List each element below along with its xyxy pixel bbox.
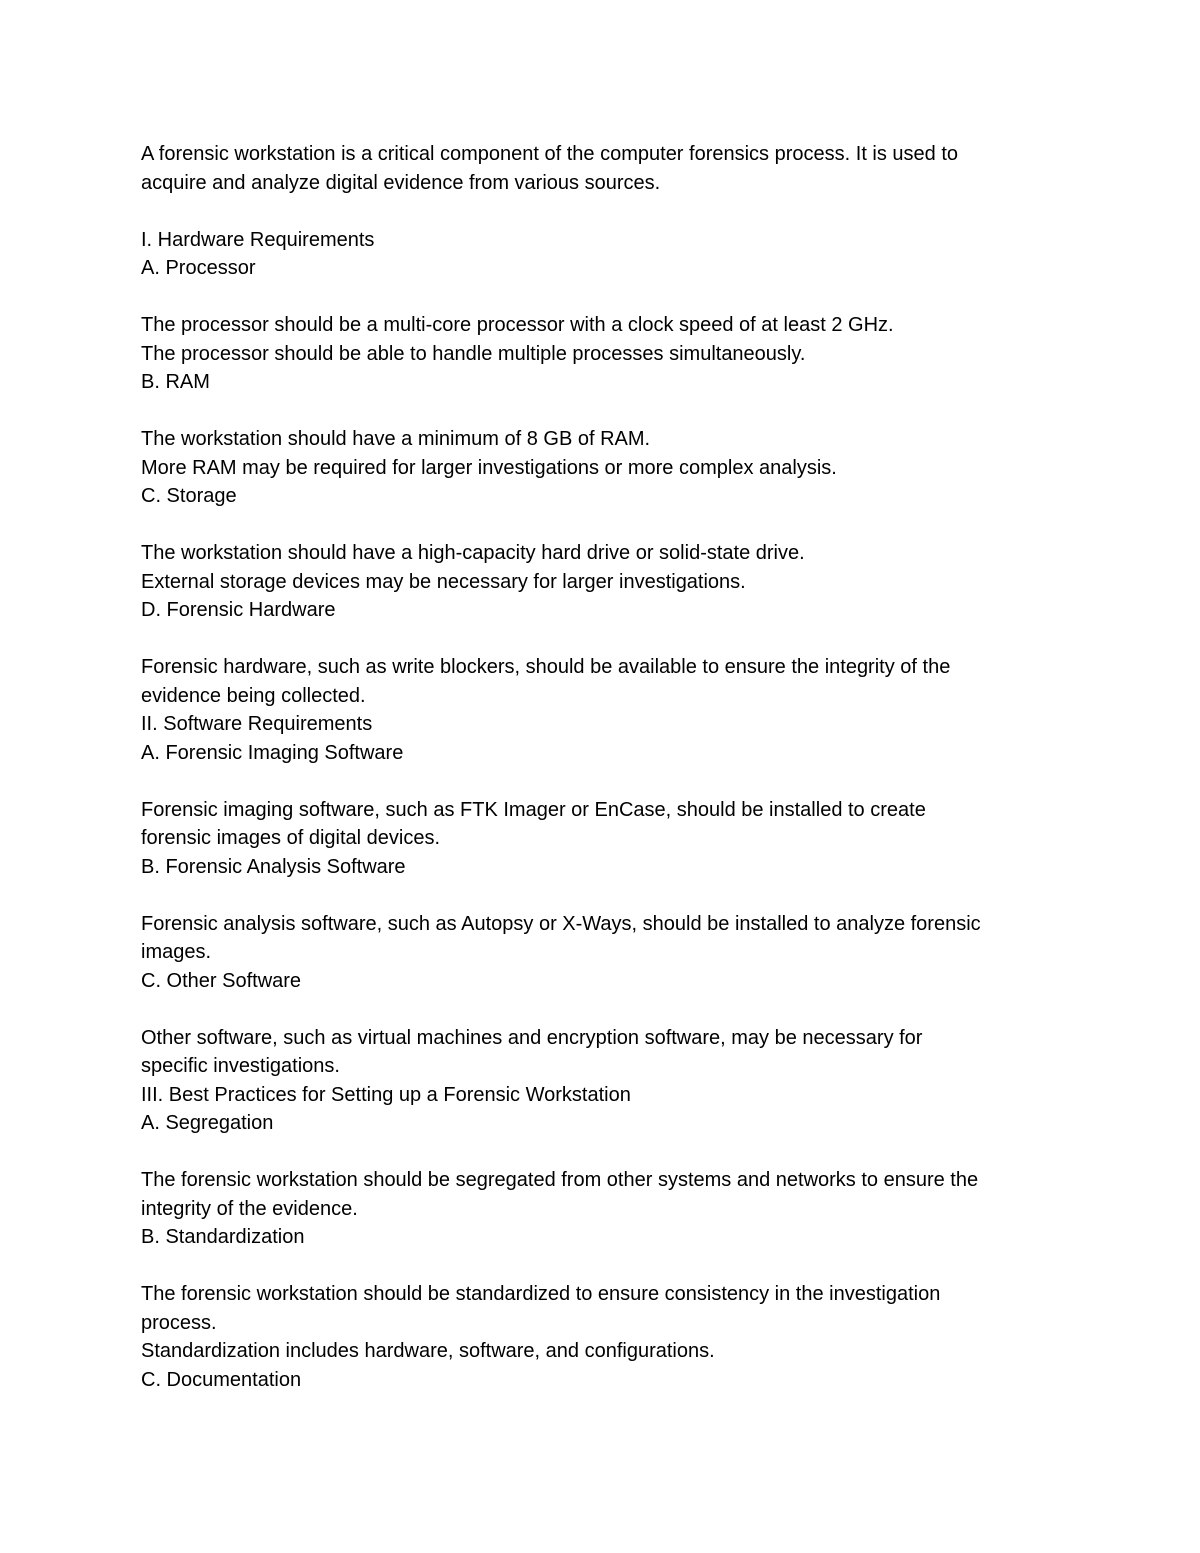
body-line: evidence being collected.: [141, 684, 366, 707]
blank-line: [141, 767, 1061, 796]
body-line: The forensic workstation should be standardized to ensure consistency in the investigation: [141, 1283, 941, 1305]
subsection-heading-documentation: C. Documentation: [141, 1368, 302, 1391]
blank-line: [141, 397, 1061, 426]
body-line: The workstation should have a minimum of 8 GB of RAM.: [141, 428, 651, 450]
blank-line: [141, 1138, 1061, 1167]
section-heading-hardware: I. Hardware Requirements: [141, 228, 375, 251]
body-line: Other software, such as virtual machines and encryption software, may be necessary for: [141, 1026, 923, 1049]
body-line: The workstation should have a high-capacity hard drive or solid-state drive.: [141, 542, 805, 564]
subsection-heading-storage: C. Storage: [141, 485, 237, 507]
blank-line: [141, 625, 1061, 654]
subsection-heading-standardization: B. Standardization: [141, 1226, 305, 1248]
intro-line: A forensic workstation is a critical component of the computer forensics process. It is used to: [141, 143, 959, 165]
body-line: integrity of the evidence.: [141, 1197, 358, 1220]
body-line: images.: [141, 941, 212, 963]
body-line: forensic images of digital devices.: [141, 827, 441, 849]
body-line: The processor should be able to handle multiple processes simultaneously.: [141, 342, 806, 365]
blank-line: [141, 197, 1061, 226]
blank-line: [141, 283, 1061, 312]
body-line: More RAM may be required for larger investigations or more complex analysis.: [141, 456, 837, 479]
blank-line: [141, 1252, 1061, 1281]
section-heading-software: II. Software Requirements: [141, 713, 373, 735]
body-line: The forensic workstation should be segregated from other systems and networks to ensure the: [141, 1169, 979, 1191]
subsection-heading-analysis: B. Forensic Analysis Software: [141, 855, 406, 878]
blank-line: [141, 881, 1061, 910]
subsection-heading-processor: A. Processor: [141, 257, 256, 279]
subsection-heading-imaging: A. Forensic Imaging Software: [141, 741, 404, 764]
body-line: specific investigations.: [141, 1055, 340, 1077]
intro-line: acquire and analyze digital evidence from various sources.: [141, 171, 661, 194]
body-line: Standardization includes hardware, software, and configurations.: [141, 1340, 715, 1362]
subsection-heading-other-software: C. Other Software: [141, 969, 302, 992]
blank-line: [141, 511, 1061, 540]
body-line: Forensic imaging software, such as FTK Imager or EnCase, should be installed to create: [141, 798, 926, 821]
body-line: Forensic hardware, such as write blockers, should be available to ensure the integrity of the: [141, 656, 951, 678]
subsection-heading-ram: B. RAM: [141, 371, 210, 393]
body-line: The processor should be a multi-core processor with a clock speed of at least 2 GHz.: [141, 314, 894, 336]
subsection-heading-forensic-hardware: D. Forensic Hardware: [141, 599, 336, 621]
body-line: External storage devices may be necessary for larger investigations.: [141, 570, 746, 593]
body-line: process.: [141, 1311, 217, 1334]
section-heading-best-practices: III. Best Practices for Setting up a Forensic Workstation: [141, 1083, 631, 1106]
body-line: Forensic analysis software, such as Autopsy or X-Ways, should be installed to analyze forensic: [141, 912, 981, 935]
subsection-heading-segregation: A. Segregation: [141, 1112, 274, 1134]
blank-line: [141, 995, 1061, 1024]
document-body: [141, 140, 1061, 1394]
